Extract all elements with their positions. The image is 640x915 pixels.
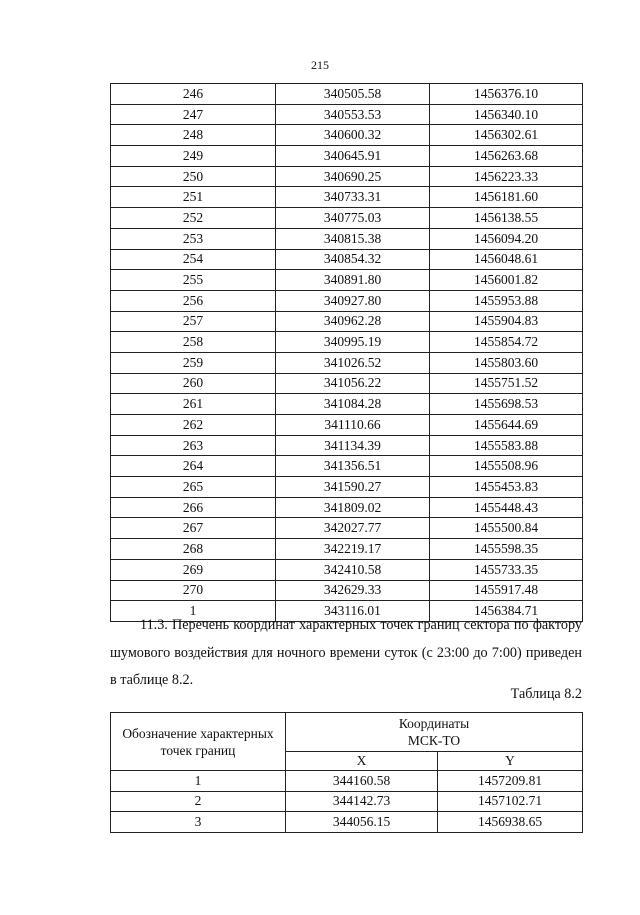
y-coordinate-cell: 1455733.35 xyxy=(430,559,583,580)
point-number-cell: 249 xyxy=(111,146,276,167)
y-coordinate-cell: 1456340.10 xyxy=(430,104,583,125)
point-number-cell: 248 xyxy=(111,125,276,146)
point-number-cell: 267 xyxy=(111,518,276,539)
y-coordinate-cell: 1455508.96 xyxy=(430,456,583,477)
x-coordinate-cell: 341590.27 xyxy=(276,477,430,498)
point-number-cell: 1 xyxy=(111,771,286,792)
header-coords-line1: Координаты xyxy=(398,716,470,731)
point-number-cell: 261 xyxy=(111,394,276,415)
point-number-cell: 250 xyxy=(111,166,276,187)
coordinates-table-body xyxy=(111,84,583,622)
table-8-2 xyxy=(110,712,583,833)
table-row xyxy=(111,791,583,812)
y-coordinate-cell: 1455453.83 xyxy=(430,477,583,498)
table-row xyxy=(111,415,583,436)
table-row xyxy=(111,166,583,187)
y-coordinate-cell: 1456181.60 xyxy=(430,187,583,208)
table-row xyxy=(111,435,583,456)
y-coordinate-cell: 1456048.61 xyxy=(430,249,583,270)
header-coords-line2: МСК-ТО xyxy=(407,733,461,748)
x-coordinate-cell: 341110.66 xyxy=(276,415,430,436)
table-row xyxy=(111,559,583,580)
y-coordinate-cell: 1455751.52 xyxy=(430,373,583,394)
y-coordinate-cell: 1456938.65 xyxy=(438,812,583,833)
table-row xyxy=(111,539,583,560)
point-number-cell: 252 xyxy=(111,208,276,229)
point-number-cell: 246 xyxy=(111,84,276,105)
x-coordinate-cell: 342219.17 xyxy=(276,539,430,560)
point-number-cell: 258 xyxy=(111,332,276,353)
x-coordinate-cell: 342027.77 xyxy=(276,518,430,539)
y-coordinate-cell: 1456094.20 xyxy=(430,228,583,249)
point-number-cell: 262 xyxy=(111,415,276,436)
y-coordinate-cell: 1455917.48 xyxy=(430,580,583,601)
y-coordinate-cell: 1455698.53 xyxy=(430,394,583,415)
y-coordinate-cell: 1456302.61 xyxy=(430,125,583,146)
y-coordinate-cell: 1456223.33 xyxy=(430,166,583,187)
y-coordinate-cell: 1456001.82 xyxy=(430,270,583,291)
y-coordinate-cell: 1455583.88 xyxy=(430,435,583,456)
x-coordinate-cell: 340645.91 xyxy=(276,146,430,167)
x-coordinate-cell: 340995.19 xyxy=(276,332,430,353)
point-number-cell: 263 xyxy=(111,435,276,456)
x-coordinate-cell: 340553.53 xyxy=(276,104,430,125)
x-coordinate-cell: 344160.58 xyxy=(286,771,438,792)
point-number-cell: 270 xyxy=(111,580,276,601)
point-number-cell: 266 xyxy=(111,497,276,518)
table-row xyxy=(111,228,583,249)
y-coordinate-cell: 1456376.10 xyxy=(430,84,583,105)
x-coordinate-cell: 340690.25 xyxy=(276,166,430,187)
x-coordinate-cell: 340733.31 xyxy=(276,187,430,208)
y-coordinate-cell: 1457209.81 xyxy=(438,771,583,792)
x-coordinate-cell: 344142.73 xyxy=(286,791,438,812)
point-number-cell: 251 xyxy=(111,187,276,208)
point-number-cell: 2 xyxy=(111,791,286,812)
y-coordinate-cell: 1455448.43 xyxy=(430,497,583,518)
table-header-row xyxy=(111,713,583,752)
table-caption: Таблица 8.2 xyxy=(510,686,582,702)
x-coordinate-cell: 341056.22 xyxy=(276,373,430,394)
header-coordinates-cell xyxy=(286,713,583,752)
x-coordinate-cell: 341809.02 xyxy=(276,497,430,518)
header-points-line2: точек границ xyxy=(160,742,236,758)
header-points-line1: Обозначение характерных xyxy=(122,725,274,741)
table-row xyxy=(111,311,583,332)
table-row xyxy=(111,290,583,311)
table-row xyxy=(111,497,583,518)
table-row xyxy=(111,373,583,394)
table-row xyxy=(111,352,583,373)
table-row xyxy=(111,771,583,792)
x-coordinate-cell: 342629.33 xyxy=(276,580,430,601)
point-number-cell: 269 xyxy=(111,559,276,580)
y-coordinate-cell: 1455854.72 xyxy=(430,332,583,353)
x-coordinate-cell: 343116.01 xyxy=(276,601,430,622)
y-coordinate-cell: 1455803.60 xyxy=(430,352,583,373)
x-coordinate-cell: 341084.28 xyxy=(276,394,430,415)
point-number-cell: 265 xyxy=(111,477,276,498)
header-y-cell: Y xyxy=(438,752,583,771)
table-row xyxy=(111,125,583,146)
point-number-cell: 3 xyxy=(111,812,286,833)
table-row xyxy=(111,518,583,539)
header-x-cell: X xyxy=(286,752,438,771)
section-11-3-paragraph xyxy=(110,612,582,695)
table-row xyxy=(111,812,583,833)
table-row xyxy=(111,270,583,291)
header-points-cell xyxy=(111,713,286,771)
point-number-cell: 260 xyxy=(111,373,276,394)
table-row xyxy=(111,580,583,601)
point-number-cell: 256 xyxy=(111,290,276,311)
point-number-cell: 264 xyxy=(111,456,276,477)
table-row xyxy=(111,104,583,125)
x-coordinate-cell: 340600.32 xyxy=(276,125,430,146)
page-number: 215 xyxy=(311,58,329,72)
table-row xyxy=(111,394,583,415)
point-number-cell: 254 xyxy=(111,249,276,270)
point-number-cell: 1 xyxy=(111,601,276,622)
y-coordinate-cell: 1455644.69 xyxy=(430,415,583,436)
y-coordinate-cell: 1455598.35 xyxy=(430,539,583,560)
x-coordinate-cell: 342410.58 xyxy=(276,559,430,580)
coordinates-table-continued xyxy=(110,83,583,622)
y-coordinate-cell: 1456263.68 xyxy=(430,146,583,167)
y-coordinate-cell: 1457102.71 xyxy=(438,791,583,812)
y-coordinate-cell: 1456138.55 xyxy=(430,208,583,229)
table-row xyxy=(111,477,583,498)
x-coordinate-cell: 340891.80 xyxy=(276,270,430,291)
x-coordinate-cell: 340815.38 xyxy=(276,228,430,249)
point-number-cell: 259 xyxy=(111,352,276,373)
x-coordinate-cell: 341134.39 xyxy=(276,435,430,456)
x-coordinate-cell: 341026.52 xyxy=(276,352,430,373)
table-row xyxy=(111,84,583,105)
x-coordinate-cell: 340854.32 xyxy=(276,249,430,270)
table-row xyxy=(111,208,583,229)
table-row xyxy=(111,249,583,270)
table-row xyxy=(111,332,583,353)
x-coordinate-cell: 340962.28 xyxy=(276,311,430,332)
point-number-cell: 257 xyxy=(111,311,276,332)
x-coordinate-cell: 340927.80 xyxy=(276,290,430,311)
x-coordinate-cell: 344056.15 xyxy=(286,812,438,833)
y-coordinate-cell: 1455953.88 xyxy=(430,290,583,311)
y-coordinate-cell: 1456384.71 xyxy=(430,601,583,622)
x-coordinate-cell: 340775.03 xyxy=(276,208,430,229)
table-row xyxy=(111,456,583,477)
x-coordinate-cell: 340505.58 xyxy=(276,84,430,105)
point-number-cell: 253 xyxy=(111,228,276,249)
point-number-cell: 247 xyxy=(111,104,276,125)
point-number-cell: 255 xyxy=(111,270,276,291)
paragraph-text: 11.3. Перечень координат характерных точек границ сектора по фактору шумового воздействия для ночного времени суток (с 23:00 до 7:00) приведен в таблице 8.2. xyxy=(110,617,582,688)
x-coordinate-cell: 341356.51 xyxy=(276,456,430,477)
y-coordinate-cell: 1455904.83 xyxy=(430,311,583,332)
table-8-2-body xyxy=(111,713,583,833)
table-row xyxy=(111,146,583,167)
y-coordinate-cell: 1455500.84 xyxy=(430,518,583,539)
table-row xyxy=(111,187,583,208)
point-number-cell: 268 xyxy=(111,539,276,560)
